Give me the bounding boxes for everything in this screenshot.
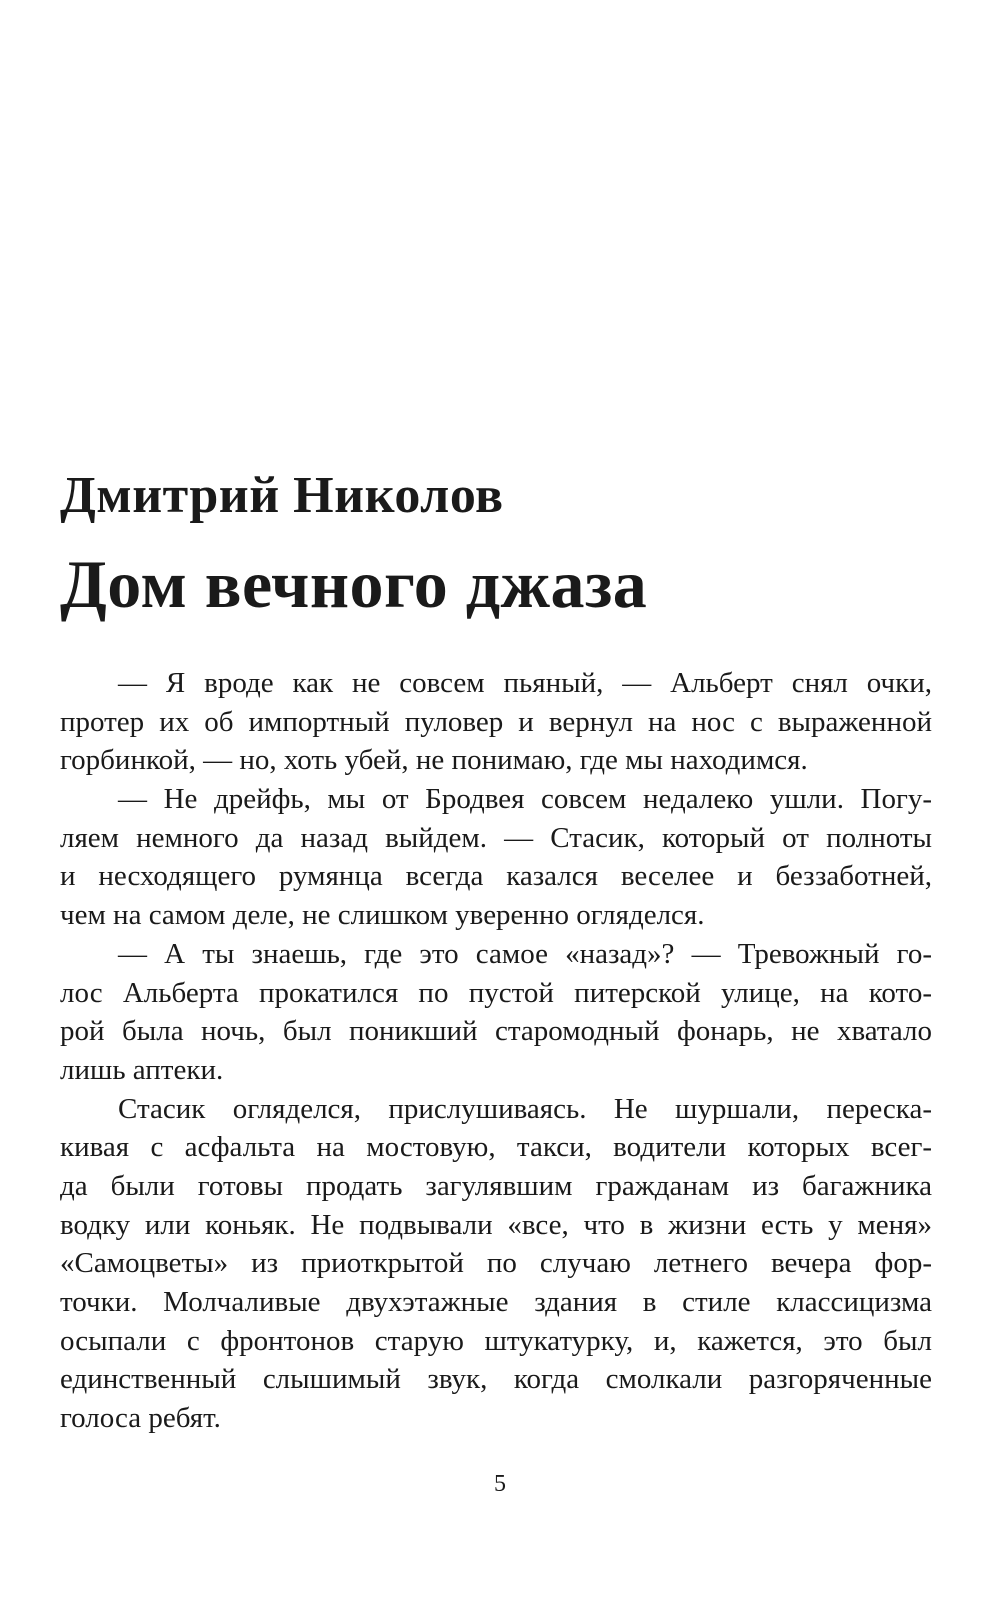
- text-line: точки. Молчаливые двухэтажные здания в стиле классицизма: [60, 1286, 932, 1318]
- text-line: единственный слышимый звук, когда смолкали разгоряченные: [60, 1363, 932, 1396]
- text-line: протер их об импортный пуловер и вернул на нос с выраженной: [60, 705, 932, 738]
- text-line: чем на самом деле, не слишком уверенно огляделся.: [60, 899, 705, 932]
- text-line: — Не дрейфь, мы от Бродвея совсем недалеко ушли. Погу-: [118, 783, 932, 816]
- text-line: «Самоцветы» из приоткрытой по случаю летнего вечера фор-: [60, 1247, 932, 1280]
- text-line: ляем немного да назад выйдем. — Стасик, который от полноты: [60, 821, 932, 854]
- author-name: Дмитрий Николов: [60, 467, 504, 524]
- text-line: лос Альберта прокатился по пустой питерской улице, на кото-: [60, 976, 932, 1009]
- text-line: и несходящего румянца всегда казался веселее и беззаботней,: [60, 860, 932, 893]
- text-line: водку или коньяк. Не подвывали «все, что в жизни есть у меня»: [60, 1208, 932, 1241]
- text-line: лишь аптеки.: [60, 1053, 224, 1086]
- page-number: 5: [494, 1471, 506, 1497]
- text-line: — А ты знаешь, где это самое «назад»? — Тревожный го-: [118, 937, 932, 970]
- text-line: горбинкой, — но, хоть убей, не понимаю, где мы находимся.: [60, 744, 808, 777]
- text-line: рой была ночь, был поникший старомодный фонарь, не хватало: [60, 1015, 932, 1048]
- text-line: — Я вроде как не совсем пьяный, — Альберт снял очки,: [118, 667, 932, 699]
- text-line: Стасик огляделся, прислушиваясь. Не шуршали, переска-: [118, 1092, 932, 1125]
- text-line: кивая с асфальта на мостовую, такси, водители которых всег-: [60, 1131, 932, 1164]
- story-text: [60, 664, 932, 1438]
- text-line: голоса ребят.: [60, 1402, 221, 1435]
- text-line: осыпали с фронтонов старую штукатурку, и, кажется, это был: [60, 1324, 932, 1357]
- text-line: да были готовы продать загулявшим гражданам из багажника: [60, 1169, 932, 1202]
- story-title: Дом вечного джаза: [60, 546, 648, 622]
